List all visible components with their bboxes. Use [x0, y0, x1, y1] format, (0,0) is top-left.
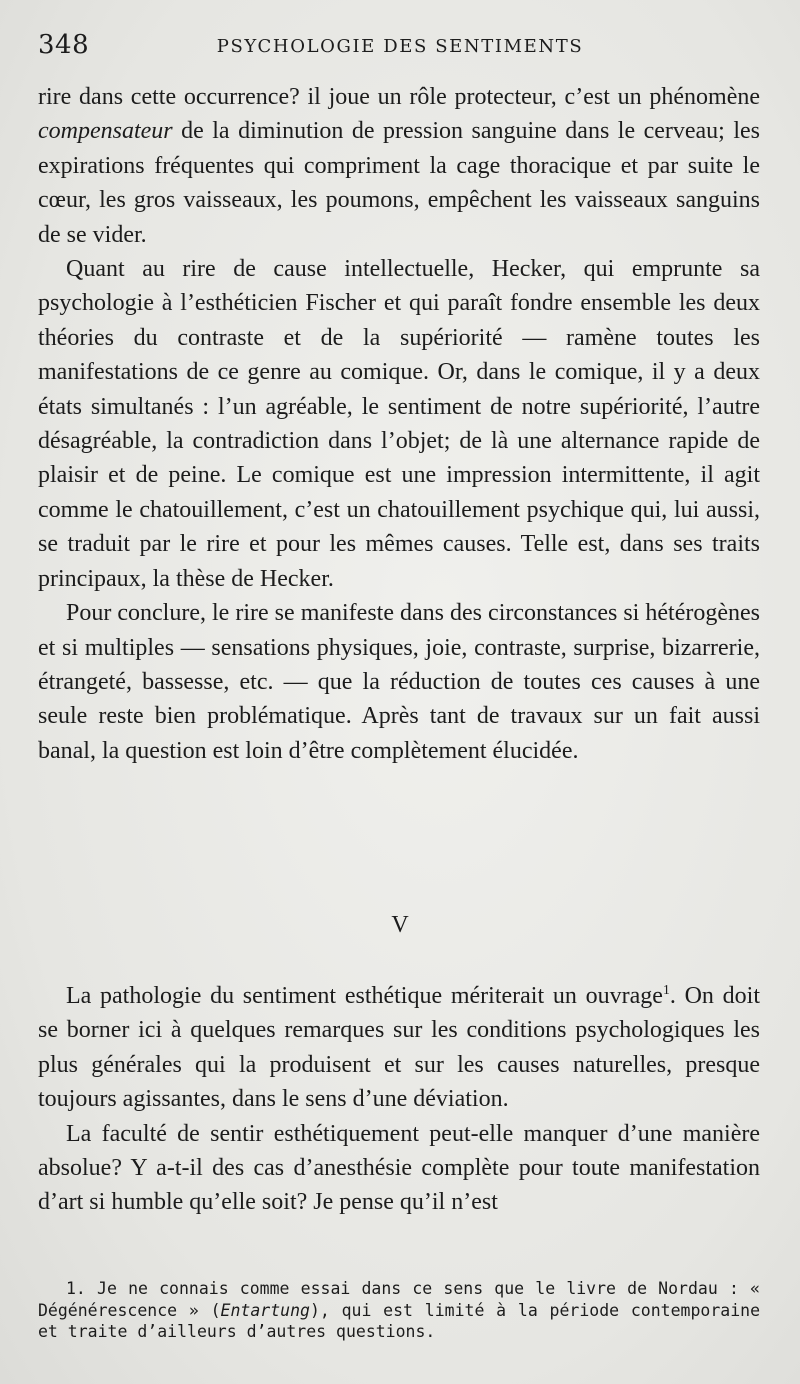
running-head: PSYCHOLOGIE DES SENTIMENTS: [216, 36, 584, 57]
paragraph-1: [38, 80, 760, 252]
footnote-reference: 1: [662, 983, 670, 998]
section-paragraph-2: La faculté de sentir esthétiquement peut-elle manquer d’une manière absolue? Y a-t-il des cas d’anesthésie complète pour toute manifestation d’art si humble qu’elle soit? Je pense qu’il n’est: [38, 1120, 760, 1216]
page-number: 348: [38, 30, 90, 60]
paragraph-1-end: de la diminution de pression sanguine dans le cerveau; les expirations fréquentes qui compriment la cage thoracique et par suite le cœur, les gros vaisseaux, les poumons, empêchent les vaisseaux sanguins de se vider.: [38, 118, 760, 248]
section-paragraph-1-end: . On doit se borner ici à quelques remarques sur les conditions psychologiques les plus générales qui la produisent et sur les causes naturelles, presque toujours agissantes, dans le sens d’une déviation.: [38, 983, 760, 1113]
paragraph-3: Pour conclure, le rire se manifeste dans des circonstances si hétérogènes et si multiples — sensations physiques, joie, contraste, surprise, bizarrerie, étrangeté, bassesse, etc. — que la réduction de toutes ces causes à une seule reste bien problématique. Après tant de travaux sur un fait aussi banal, la question est loin d’être complètement élucidée.: [38, 600, 760, 764]
footnotes: [38, 1278, 760, 1343]
body-text: [38, 80, 760, 768]
section-paragraph-1: [38, 979, 760, 1117]
paragraph-1-start: rire dans cette occurrence? il joue un rôle protecteur, c’est un phénomène: [38, 84, 760, 110]
footnote-1: [38, 1278, 760, 1343]
page-header: [38, 30, 762, 66]
section-text: [38, 979, 760, 1220]
footnote-1-italic: Entartung: [220, 1300, 310, 1320]
footnote-1-start: 1. Je ne connais comme essai dans ce sens que le livre de Nordau : « Dégénérescence » (: [38, 1279, 760, 1320]
paragraph-2: Quant au rire de cause intellectuelle, Hecker, qui emprunte sa psychologie à l’esthéticien Fischer et qui paraît fondre ensemble les deux théories du contraste et de la supériorité — ramène toutes les manifestations de ce genre au comique. Or, dans le comique, il y a deux états simultanés : l’un agréable, le sentiment de notre supériorité, l’autre désagréable, la contradiction dans l’objet; de là une alternance rapide de plaisir et de peine. Le comique est une impression intermittente, il agit comme le chatouillement, c’est un chatouillement psychique qui, lui aussi, se traduit par le rire et pour les mêmes causes. Telle est, dans ses traits principaux, la thèse de Hecker.: [38, 256, 760, 592]
section-paragraph-1-start: La pathologie du sentiment esthétique mériterait un ouvrage: [66, 983, 663, 1009]
paragraph-1-italic: compensateur: [38, 118, 173, 145]
footnote-1-end: ), qui est limité à la période contemporaine et traite d’ailleurs d’autres questions.: [38, 1300, 761, 1341]
section-heading: V: [391, 912, 409, 938]
